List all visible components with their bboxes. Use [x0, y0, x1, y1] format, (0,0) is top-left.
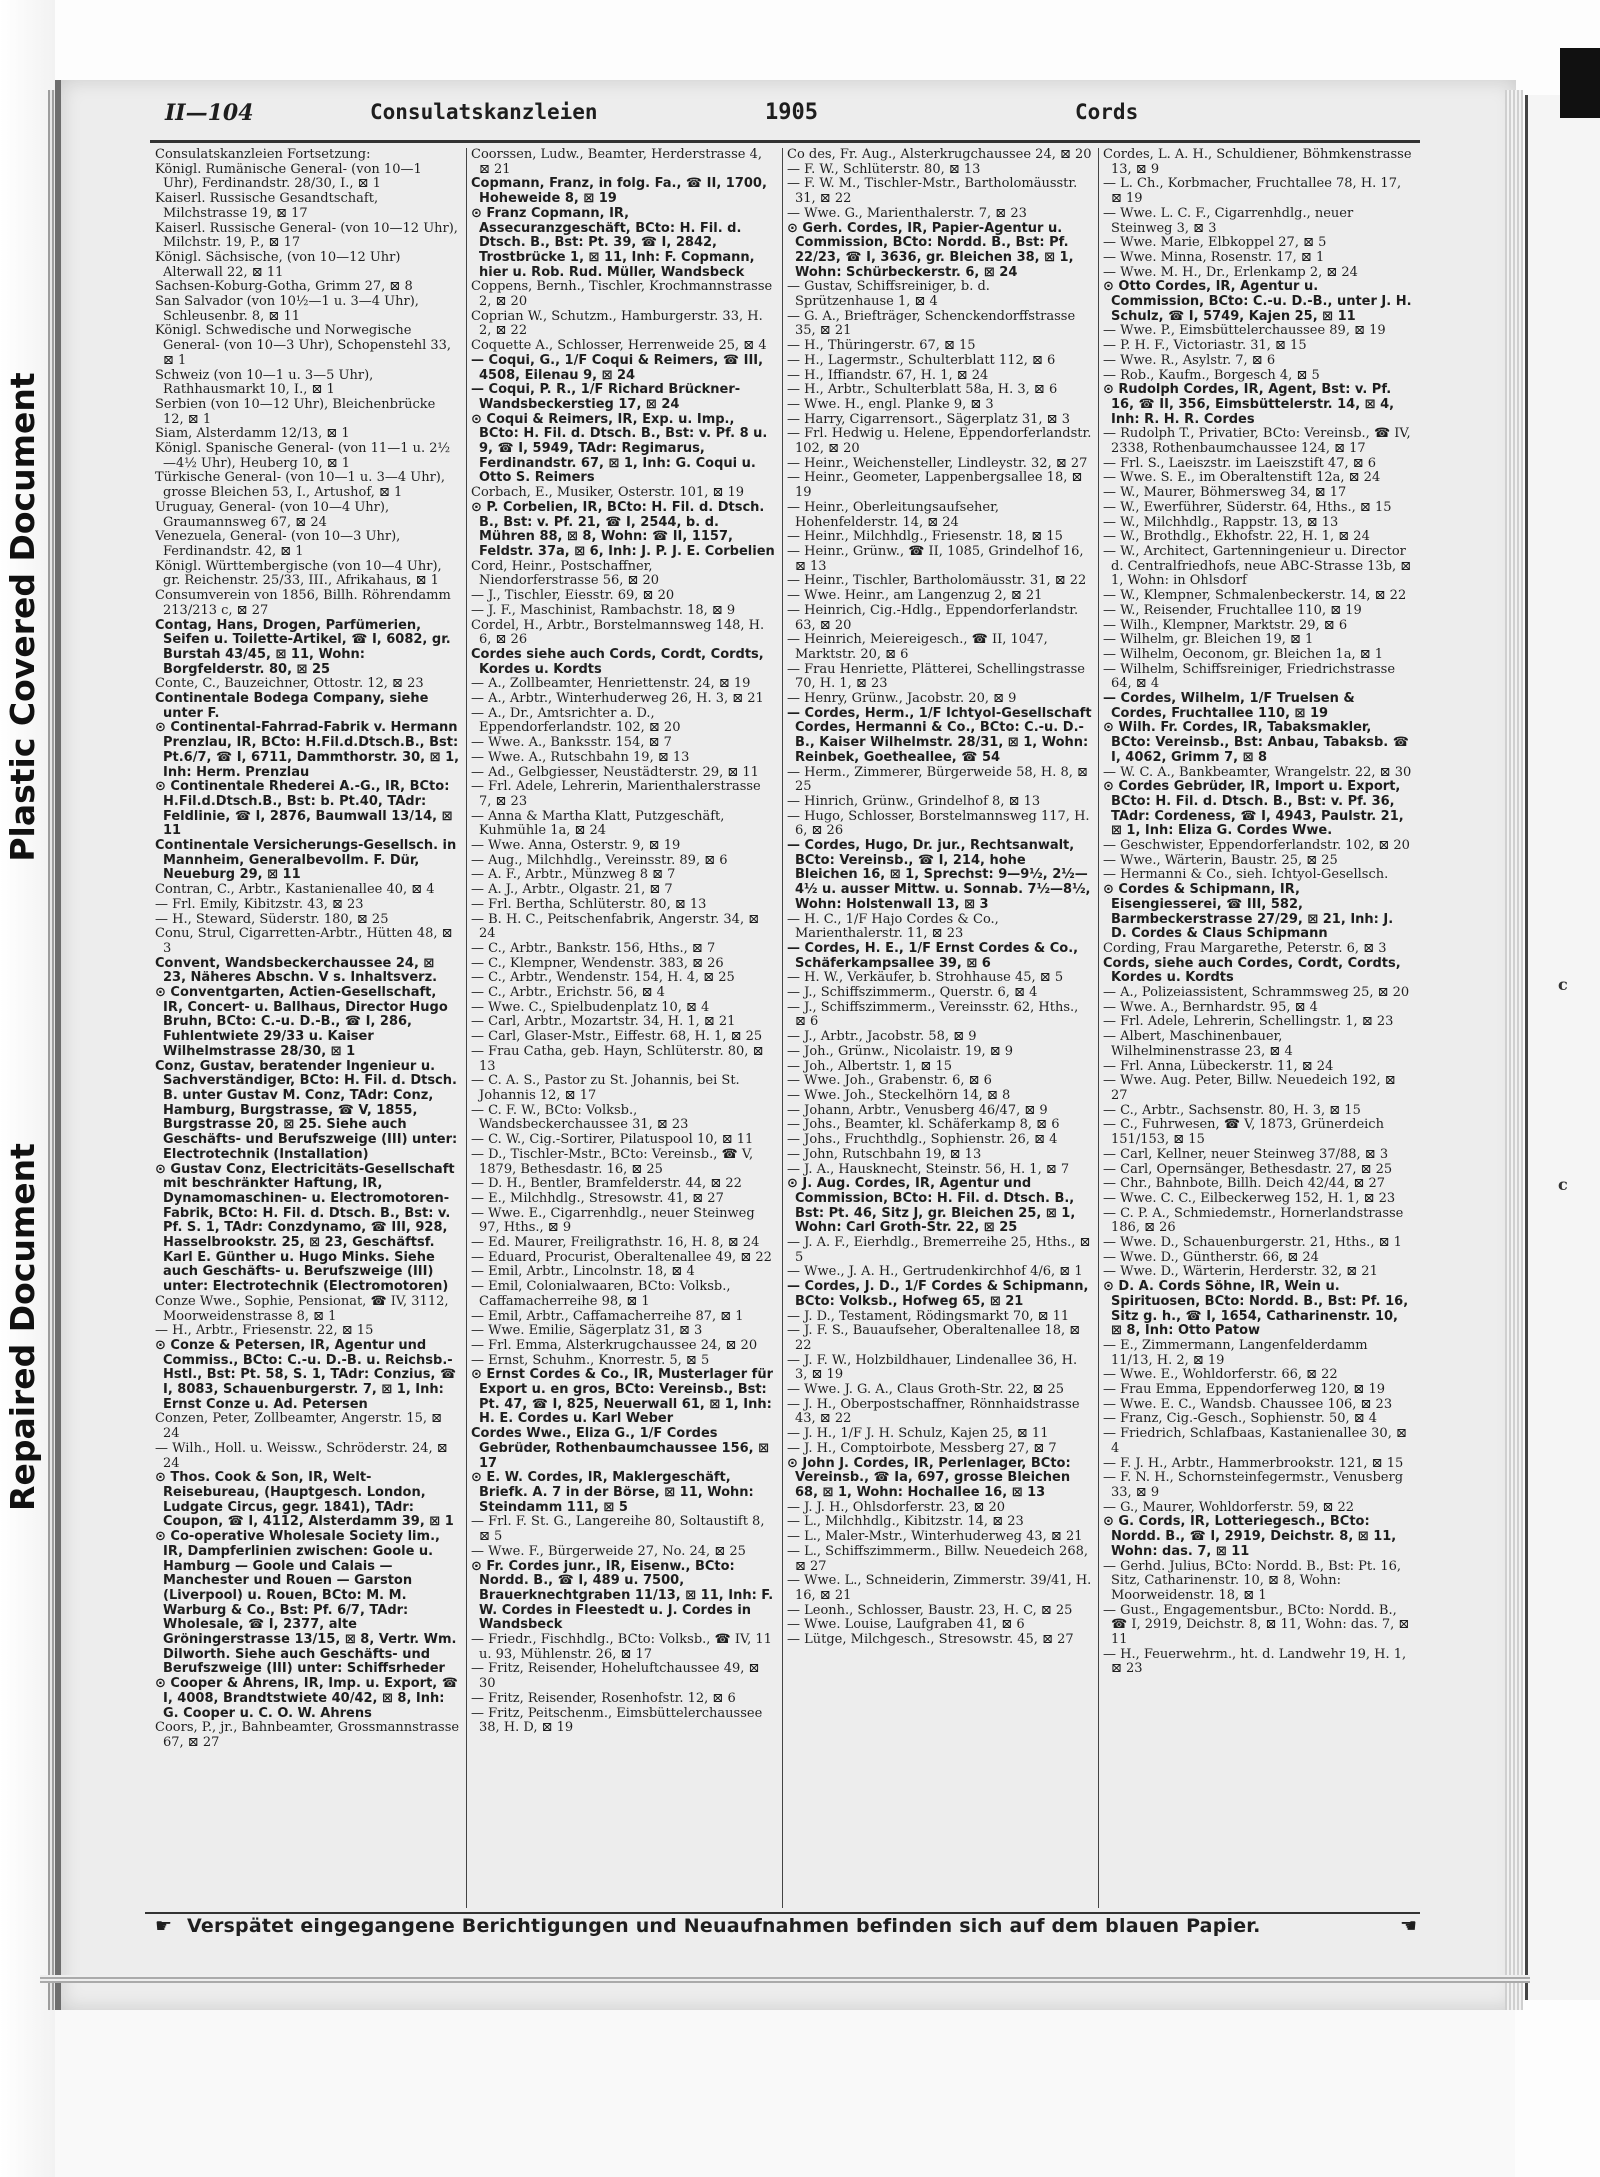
next-page-sliver: [1525, 95, 1600, 2000]
directory-entry: — Gerhd. Julius, BCto: Nordd. B., Bst: Pt. 16, Sitz, Catharinenstr. 10, ⊠ 8, Wohn: Moorweidenstr. 18, ⊠ 1: [1103, 1558, 1402, 1603]
directory-entry: — Johann, Arbtr., Venusberg 46/47, ⊠ 9: [787, 1102, 1048, 1118]
directory-entry: — Frl. Emma, Alsterkrugchaussee 24, ⊠ 20: [471, 1337, 758, 1353]
directory-entry: — Wwe. Louise, Laufgraben 41, ⊠ 6: [787, 1617, 1025, 1633]
directory-entry: ⊙ Continentale Rhederei A.-G., IR, BCto: H.Fil.d.Dtsch.B., Bst: b. Pt.40, TAdr: Feldlinie, ☎ I, 2876, Baumwall 13/14, ⊠ 11: [155, 779, 453, 839]
directory-entry: ⊙ Coqui & Reimers, IR, Exp. u. Imp., BCto: H. Fil. d. Dtsch. B., Bst: v. Pf. 8 u. 9, ☎ I, 5949, TAdr: Regimarus, Ferdinandstr. 67, ⊠ 1, Inh: G. Coqui u. Otto S. Reimers: [471, 411, 768, 486]
column-1: [155, 148, 460, 1908]
directory-entry: — C., Klempner, Wendenstr. 383, ⊠ 26: [471, 955, 724, 971]
directory-entry: — A., Zollbeamter, Henriettenstr. 24, ⊠ 19: [471, 676, 751, 692]
directory-entry: — H., Steward, Süderstr. 180, ⊠ 25: [155, 911, 389, 927]
directory-entry: ⊙ Thos. Cook & Son, IR, Welt-Reisebureau, (Hauptgesch. London, Ludgate Circus, gegr. 1841), TAdr: Coupon, ☎ I, 4112, Alsterdamm 39, ⊠ 1: [155, 1470, 454, 1530]
directory-entry: — F. J. H., Arbtr., Hammerbrookstr. 121, ⊠ 15: [1103, 1455, 1404, 1471]
right-page-edges: [1505, 90, 1523, 2010]
directory-entry: — H., Iffiandstr. 67, H. 1, ⊠ 24: [787, 367, 989, 383]
repaired-document-label: Repaired Document: [3, 1143, 42, 1511]
directory-entry: — A. F., Arbtr., Münzweg 8 ⊠ 7: [471, 867, 676, 883]
directory-entry: — Frl. Bertha, Schlüterstr. 80, ⊠ 13: [471, 896, 707, 912]
directory-entry: — Wwe., Wärterin, Baustr. 25, ⊠ 25: [1103, 852, 1338, 868]
directory-entry: — J. D., Testament, Rödingsmarkt 70, ⊠ 11: [787, 1308, 1070, 1324]
directory-entry: — D., Tischler-Mstr., BCto: Vereinsb., ☎ V, 1879, Bethesdastr. 16, ⊠ 25: [471, 1146, 754, 1177]
directory-entry: — Lütge, Milchgesch., Stresowstr. 45, ⊠ 27: [787, 1632, 1074, 1648]
directory-entry: — Fritz, Reisender, Hoheluftchaussee 49, ⊠ 30: [471, 1661, 760, 1692]
directory-entry: Coppens, Bernh., Tischler, Krochmannstrasse 2, ⊠ 20: [471, 279, 773, 310]
directory-entry: — Heinr., Grünw., ☎ II, 1085, Grindelhof 16, ⊠ 13: [787, 543, 1084, 574]
directory-entry: — J. J. H., Ohlsdorferstr. 23, ⊠ 20: [787, 1499, 1006, 1515]
footer-text: Verspätet eingegangene Berichtigungen und Neuaufnahmen befinden sich auf dem blauen Papier.: [187, 1915, 1261, 1937]
directory-entry: — Frau Henriette, Plätterei, Schellingstrasse 70, H. 1, ⊠ 23: [787, 661, 1085, 692]
directory-entry: — Wwe. Joh., Steckelhörn 14, ⊠ 8: [787, 1088, 1011, 1103]
directory-entry: — J., Schiffszimmerm., Querstr. 6, ⊠ 4: [787, 985, 1038, 1001]
directory-entry: — Hugo, Schlosser, Borstelmannsweg 117, H. 6, ⊠ 26: [787, 808, 1090, 839]
directory-entry: — Wwe. E. C., Wandsb. Chaussee 106, ⊠ 23: [1103, 1396, 1393, 1412]
directory-entry: — Wwe. L., Schneiderin, Zimmerstr. 39/41, H. 16, ⊠ 21: [787, 1573, 1092, 1603]
directory-entry: — J., Tischler, Eiesstr. 69, ⊠ 20: [471, 588, 675, 604]
directory-entry: — Eduard, Procurist, Oberaltenallee 49, ⊠ 22: [471, 1249, 772, 1265]
directory-entry: — Cordes, H. E., 1/F Ernst Cordes & Co., Schäferkampsallee 39, ⊠ 6: [787, 940, 1079, 971]
year: 1905: [765, 100, 818, 125]
directory-columns: [155, 148, 1423, 1908]
directory-entry: — L., Maler-Mstr., Winterhuderweg 43, ⊠ 21: [787, 1529, 1083, 1545]
directory-entry: — Wilh., Klempner, Marktstr. 29, ⊠ 6: [1103, 617, 1348, 633]
directory-entry: — Wwe. Minna, Rosenstr. 17, ⊠ 1: [1103, 249, 1325, 265]
header-rule: [150, 140, 1420, 143]
directory-entry: — L. Ch., Korbmacher, Fruchtallee 78, H. 17, ⊠ 19: [1103, 176, 1402, 207]
directory-entry: — Wilh., Holl. u. Weissw., Schröderstr. 24, ⊠ 24: [155, 1440, 448, 1471]
directory-entry: — L., Milchhdlg., Kibitzstr. 14, ⊠ 23: [787, 1514, 1024, 1530]
directory-entry: — J. A. F., Eierhdlg., Bremerreihe 25, Hths., ⊠ 5: [787, 1235, 1091, 1265]
directory-entry: Königl. Württembergische (von 10—4 Uhr), gr. Reichenstr. 25/33, III., Afrikahaus, ⊠ 1: [155, 558, 442, 589]
directory-entry: — Wwe. L. C. F., Cigarrenhdlg., neuer Steinweg 3, ⊠ 3: [1103, 205, 1354, 236]
directory-entry: — Herm., Zimmerer, Bürgerweide 58, H. 8, ⊠ 25: [787, 764, 1088, 795]
directory-entry: — F. N. H., Schornsteinfegermstr., Venusberg 33, ⊠ 9: [1103, 1470, 1404, 1500]
directory-entry: — H., Lagermstr., Schulterblatt 112, ⊠ 6: [787, 352, 1056, 368]
directory-entry: — H., Thüringerstr. 67, ⊠ 15: [787, 338, 976, 354]
directory-entry: — L., Schiffszimmerm., Billw. Neuedeich 268, ⊠ 27: [787, 1543, 1088, 1574]
directory-entry: — Frl. Hedwig u. Helene, Eppendorferlandstr. 102, ⊠ 20: [787, 426, 1092, 457]
directory-entry: — Frl. Emily, Kibitzstr. 43, ⊠ 23: [155, 896, 364, 912]
directory-entry: Conu, Strul, Cigarretten-Arbtr., Hütten 48, ⊠ 3: [155, 926, 453, 956]
directory-entry: — C., Fuhrwesen, ☎ V, 1873, Grünerdeich 151/153, ⊠ 15: [1103, 1117, 1384, 1148]
directory-entry: Cordes, L. A. H., Schuldiener, Böhmkenstrasse 13, ⊠ 9: [1103, 148, 1412, 177]
bottom-page-edges: [40, 1975, 1530, 1983]
directory-entry: — W., Ewerführer, Süderstr. 64, Hths., ⊠ 15: [1103, 499, 1392, 515]
directory-entry: — Wilhelm, gr. Bleichen 19, ⊠ 1: [1103, 632, 1314, 648]
directory-entry: Consulatskanzleien Fortsetzung:: [155, 148, 371, 162]
directory-entry: — F. W., Schlüterstr. 80, ⊠ 13: [787, 161, 981, 177]
section-title: Consulatskanzleien: [370, 100, 598, 124]
directory-entry: — Gustav, Schiffsreiniger, b. d. Sprützenhause 1, ⊠ 4: [787, 279, 990, 310]
directory-entry: Königl. Schwedische und Norwegische General- (von 10—3 Uhr), Schopenstehl 33, ⊠ 1: [155, 323, 452, 368]
directory-entry: Königl. Sächsische, (von 10—12 Uhr) Alterwall 22, ⊠ 11: [155, 249, 401, 280]
directory-entry: — A., Dr., Amtsrichter a. D., Eppendorferlandstr. 102, ⊠ 20: [471, 705, 681, 736]
directory-entry: — Johs., Fruchthdlg., Sophienstr. 26, ⊠ 4: [787, 1132, 1058, 1148]
directory-entry: — Wwe. R., Asylstr. 7, ⊠ 6: [1103, 352, 1276, 368]
directory-entry: — H., Arbtr., Schulterblatt 58a, H. 3, ⊠ 6: [787, 382, 1058, 398]
directory-entry: Coorssen, Ludw., Beamter, Herderstrasse 4, ⊠ 21: [471, 148, 762, 177]
column-4: [1103, 148, 1413, 1908]
directory-entry: — Aug., Milchhdlg., Vereinsstr. 89, ⊠ 6: [471, 852, 728, 868]
directory-entry: — Wilhelm, Schiffsreiniger, Friedrichstrasse 64, ⊠ 4: [1103, 661, 1396, 692]
keyword: Cords: [1075, 100, 1139, 124]
directory-entry: Sachsen-Koburg-Gotha, Grimm 27, ⊠ 8: [155, 279, 413, 295]
directory-entry: — Wwe. D., Güntherstr. 66, ⊠ 24: [1103, 1249, 1319, 1265]
directory-entry: Siam, Alsterdamm 12/13, ⊠ 1: [155, 426, 350, 442]
directory-entry: — Frl. S., Laeiszstr. im Laeiszstift 47, ⊠ 6: [1103, 455, 1377, 471]
directory-entry: ⊙ E. W. Cordes, IR, Maklergeschäft, Briefk. A. 7 in der Börse, ⊠ 11, Wohn: Steindamm 111, ⊠ 5: [471, 1470, 754, 1515]
directory-entry: — Carl, Arbtr., Mozartstr. 34, H. 1, ⊠ 21: [471, 1014, 736, 1030]
directory-entry: ⊙ D. A. Cords Söhne, IR, Wein u. Spirituosen, BCto: Nordd. B., Bst: Pf. 16, Sitz g. h., ☎ I, 1654, Catharinenstr. 10, ⊠ 8, Inh: Otto Patow: [1103, 1279, 1409, 1339]
directory-entry: — Wwe. Emilie, Sägerplatz 31, ⊠ 3: [471, 1323, 703, 1339]
directory-entry: — W., Reisender, Fruchtallee 110, ⊠ 19: [1103, 602, 1362, 618]
directory-entry: Türkische General- (von 10—1 u. 3—4 Uhr), grosse Bleichen 53, I., Artushof, ⊠ 1: [155, 470, 445, 501]
directory-entry: — Wwe. C., Spielbudenplatz 10, ⊠ 4: [471, 999, 710, 1015]
directory-entry: ⊙ Cooper & Ahrens, IR, Imp. u. Export, ☎ I, 4008, Brandtstwiete 40/42, ⊠ 8, Inh: G. Cooper u. C. O. W. Ahrens: [155, 1676, 458, 1721]
directory-entry: — Wwe. E., Cigarrenhdlg., neuer Steinweg 97, Hths., ⊠ 9: [471, 1205, 755, 1236]
next-page-fragment: c: [1558, 975, 1568, 994]
directory-entry: ⊙ Franz Copmann, IR, Assecuranzgeschäft, BCto: H. Fil. d. Dtsch. B., Bst: Pt. 39, ☎ I, 2842, Trostbrücke 1, ⊠ 11, Inh: F. Copmann, hier u. Rob. Rud. Müller, Wandsbeck: [471, 205, 755, 280]
directory-entry: — Coqui, P. R., 1/F Richard Brückner-Wandsbeckerstieg 17, ⊠ 24: [471, 382, 741, 412]
directory-entry: — G. A., Briefträger, Schenckendorffstrasse 35, ⊠ 21: [787, 308, 1076, 339]
directory-entry: — W., Architect, Gartenningenieur u. Director d. Centralfriedhofs, neue ABC-Strasse 13b, ⊠ 1, Wohn: in Ohlsdorf: [1103, 543, 1412, 589]
directory-entry: — E., Milchhdlg., Stresowstr. 41, ⊠ 27: [471, 1190, 724, 1206]
directory-entry: — Wwe. Heinr., am Langenzug 2, ⊠ 21: [787, 588, 1043, 604]
directory-entry: — Fritz, Peitschenm., Eimsbüttelerchaussee 38, H. D, ⊠ 19: [471, 1705, 763, 1736]
directory-entry: — W., Milchhdlg., Rappstr. 13, ⊠ 13: [1103, 514, 1339, 530]
directory-entry: Cordes siehe auch Cords, Cordt, Cordts, Kordes u. Kordts: [471, 646, 764, 677]
directory-entry: Continentale Versicherungs-Gesellsch. in Mannheim, Generalbevollm. F. Dür, Neueburg 29, ⊠ 11: [155, 838, 457, 883]
directory-entry: — Henry, Grünw., Jacobstr. 20, ⊠ 9: [787, 691, 1017, 707]
directory-entry: Königl. Spanische General- (von 11—1 u. 2½—4½ Uhr), Heuberg 10, ⊠ 1: [155, 441, 451, 471]
column-2: [471, 148, 776, 1908]
directory-entry: — H., Arbtr., Friesenstr. 22, ⊠ 15: [155, 1323, 374, 1339]
directory-entry: — Joh., Grünw., Nicolaistr. 19, ⊠ 9: [787, 1043, 1014, 1059]
directory-entry: — J., Arbtr., Jacobstr. 58, ⊠ 9: [787, 1029, 977, 1045]
directory-entry: — C., Arbtr., Wendenstr. 154, H. 4, ⊠ 25: [471, 970, 735, 986]
directory-entry: — J. H., Oberpostschaffner, Rönnhaidstrasse 43, ⊠ 22: [787, 1396, 1080, 1427]
directory-entry: ⊙ Continental-Fahrrad-Fabrik v. Hermann Prenzlau, IR, BCto: H.Fil.d.Dtsch.B., Bst: Pt.6/7, ☎ I, 6711, Dammthorstr. 30, ⊠ 1, Inh: Herm. Prenzlau: [155, 720, 460, 780]
directory-entry: — C. F. W., BCto: Volksb., Wandsbeckerchaussee 31, ⊠ 23: [471, 1102, 689, 1133]
directory-entry: — Wwe. Marie, Elbkoppel 27, ⊠ 5: [1103, 235, 1327, 251]
directory-entry: ⊙ Ernst Cordes & Co., IR, Musterlager für Export u. en gros, BCto: Vereinsb., Bst: Pt. 47, ☎ I, 825, Neuerwall 61, ⊠ 1, Inh: H. E. Cordes u. Karl Weber: [471, 1367, 773, 1427]
directory-entry: Coprian W., Schutzm., Hamburgerstr. 33, H. 2, ⊠ 22: [471, 308, 763, 339]
directory-entry: — Friedr., Fischhdlg., BCto: Volksb., ☎ IV, 11 u. 93, Mühlenstr. 26, ⊠ 17: [471, 1632, 772, 1662]
directory-entry: Königl. Rumänische General- (von 10—1 Uhr), Ferdinandstr. 28/30, I., ⊠ 1: [155, 161, 422, 192]
page-number: II—104: [165, 100, 254, 126]
directory-entry: — Heinr., Weichensteller, Lindleystr. 32, ⊠ 27: [787, 455, 1088, 471]
side-label-strip: [0, 200, 48, 1511]
directory-entry: ⊙ Cordes & Schipmann, IR, Eisengiesserei, ☎ III, 582, Barmbeckerstrasse 27/29, ⊠ 21, Inh: J. D. Cordes & Claus Schipmann: [1103, 882, 1394, 942]
footer-rule: [145, 1912, 1420, 1914]
directory-entry: — Wwe. Anna, Osterstr. 9, ⊠ 19: [471, 838, 681, 854]
directory-entry: — Ernst, Schuhm., Knorrestr. 5, ⊠ 5: [471, 1352, 710, 1368]
directory-entry: — Cordes, Hugo, Dr. jur., Rechtsanwalt, BCto: Vereinsb., ☎ I, 214, hohe Bleichen 16, ⊠ 1, Sprechst: 9—9½, 2½—4½ u. ausser Mittw. u. Sonnab. 7½—8½, Wohn: Holstenwall 13, ⊠ 3: [787, 838, 1091, 912]
directory-entry: — Carl, Kellner, neuer Steinweg 37/88, ⊠ 3: [1103, 1146, 1389, 1162]
directory-entry: Cording, Frau Margarethe, Peterstr. 6, ⊠ 3: [1103, 940, 1387, 956]
directory-entry: — Frl. Adele, Lehrerin, Schellingstr. 1, ⊠ 23: [1103, 1014, 1394, 1030]
directory-entry: — Wwe. D., Schauenburgerstr. 21, Hths., ⊠ 1: [1103, 1235, 1402, 1251]
directory-entry: — Wwe. E., Wohldorferstr. 66, ⊠ 22: [1103, 1367, 1338, 1383]
directory-entry: — J. F. W., Holzbildhauer, Lindenallee 36, H. 3, ⊠ 19: [787, 1352, 1078, 1383]
directory-entry: — H. W., Verkäufer, b. Strohhause 45, ⊠ 5: [787, 970, 1064, 986]
directory-entry: ⊙ Cordes Gebrüder, IR, Import u. Export, BCto: H. Fil. d. Dtsch. B., Bst: v. Pf. 36, TAdr: Cordeness, ☎ I, 4943, Paulstr. 21, ⊠ 1, Inh: Eliza G. Cordes Wwe.: [1103, 779, 1404, 839]
directory-entry: ⊙ Gerh. Cordes, IR, Papier-Agentur u. Commission, BCto: Nordd. B., Bst: Pf. 22/23, ☎ I, 3636, gr. Bleichen 38, ⊠ 1, Wohn: Schürbeckerstr. 6, ⊠ 24: [787, 220, 1074, 280]
directory-entry: ⊙ P. Corbelien, IR, BCto: H. Fil. d. Dtsch. B., Bst: v. Pf. 21, ☎ I, 2544, b. d. Mühren 88, ⊠ 8, Wohn: ☎ II, 1157, Feldstr. 37a, ⊠ 6, Inh: J. P. J. E. Corbelien: [471, 499, 775, 559]
directory-entry: — B. H. C., Peitschenfabrik, Angerstr. 34, ⊠ 24: [471, 911, 760, 942]
directory-entry: ⊙ John J. Cordes, IR, Perlenlager, BCto: Vereinsb., ☎ Ia, 697, grosse Bleichen 68, ⊠ 1, Wohn: Hochallee 16, ⊠ 13: [787, 1455, 1071, 1500]
directory-entry: — Frl. Adele, Lehrerin, Marienthalerstrasse 7, ⊠ 23: [471, 779, 761, 809]
directory-entry: — D. H., Bentler, Bramfelderstr. 44, ⊠ 22: [471, 1176, 742, 1192]
directory-entry: Conzen, Peter, Zollbeamter, Angerstr. 15, ⊠ 24: [155, 1411, 443, 1442]
directory-entry: — C., Arbtr., Erichstr. 56, ⊠ 4: [471, 985, 665, 1001]
directory-entry: ⊙ Conze & Petersen, IR, Agentur und Commiss., BCto: C.-u. D.-B. u. Reichsb.-Hstl., Bst: Pt. 58, S. 1, TAdr: Conzius, ☎ I, 8083, Schauenburgerstr. 7, ⊠ 1, Inh: Ernst Conze u. Ad. Petersen: [155, 1337, 457, 1412]
directory-entry: Coquette A., Schlosser, Herrenweide 25, ⊠ 4: [471, 338, 767, 354]
directory-entry: Cordel, H., Arbtr., Borstelmannsweg 148, H. 6, ⊠ 26: [471, 617, 765, 648]
directory-entry: — E., Zimmermann, Langenfelderdamm 11/13, H. 2, ⊠ 19: [1103, 1337, 1368, 1368]
directory-entry: — Emil, Arbtr., Caffamacherreihe 87, ⊠ 1: [471, 1308, 744, 1324]
directory-entry: — J. A., Hausknecht, Steinstr. 56, H. 1, ⊠ 7: [787, 1161, 1070, 1177]
directory-entry: — W. C. A., Bankbeamter, Wrangelstr. 22, ⊠ 30: [1103, 764, 1412, 780]
footer-note: [155, 1915, 1418, 1943]
directory-entry: Kaiserl. Russische Gesandtschaft, Milchstrasse 19, ⊠ 17: [155, 191, 379, 221]
directory-entry: Uruguay, General- (von 10—4 Uhr), Graumannsweg 67, ⊠ 24: [155, 499, 390, 530]
directory-entry: Contag, Hans, Drogen, Parfümerien, Seifen u. Toilette-Artikel, ☎ I, 6082, gr. Burstah 43/45, ⊠ 11, Wohn: Borgfelderstr. 80, ⊠ 25: [155, 617, 451, 677]
directory-entry: — A. J., Arbtr., Olgastr. 21, ⊠ 7: [471, 882, 673, 898]
directory-entry: — A., Arbtr., Winterhuderweg 26, H. 3, ⊠ 21: [471, 691, 764, 707]
directory-entry: ⊙ Wilh. Fr. Cordes, IR, Tabaksmakler, BCto: Vereinsb., Bst: Anbau, Tabaksb. ☎ I, 4062, Grimm 7, ⊠ 8: [1103, 720, 1409, 765]
directory-entry: Coors, P., jr., Bahnbeamter, Grossmannstrasse 67, ⊠ 27: [155, 1720, 460, 1750]
directory-entry: — Geschwister, Eppendorferlandstr. 102, ⊠ 20: [1103, 838, 1410, 854]
directory-entry: Schweiz (von 10—1 u. 3—5 Uhr), Rathhausmarkt 10, I., ⊠ 1: [155, 367, 374, 398]
directory-entry: — Heinr., Oberleitungsaufseher, Hohenfelderstr. 14, ⊠ 24: [787, 499, 1000, 530]
directory-entry: — Wilhelm, Oeconom, gr. Bleichen 1a, ⊠ 1: [1103, 646, 1384, 662]
directory-entry: — C. P. A., Schmiedemstr., Hornerlandstrasse 186, ⊠ 26: [1103, 1205, 1404, 1236]
directory-entry: ⊙ Conventgarten, Actien-Gesellschaft, IR, Concert- u. Ballhaus, Director Hugo Bruhn, BCto: C.-u. D.-B., ☎ I, 286, Fuhlentwiete 29/33 u. Kaiser Wilhelmstrasse 28/30, ⊠ 1: [155, 985, 448, 1059]
directory-entry: — Emil, Arbtr., Lincolnstr. 18, ⊠ 4: [471, 1264, 695, 1280]
directory-entry: San Salvador (von 10½—1 u. 3—4 Uhr), Schleusenbr. 8, ⊠ 11: [155, 294, 419, 324]
directory-entry: — Wwe. F., Bürgerweide 27, No. 24, ⊠ 25: [471, 1543, 746, 1559]
directory-entry: Serbien (von 10—12 Uhr), Bleichenbrücke 12, ⊠ 1: [155, 396, 436, 427]
directory-entry: Conze Wwe., Sophie, Pensionat, ☎ IV, 3112, Moorweidenstrasse 8, ⊠ 1: [155, 1293, 449, 1324]
column-3: [787, 148, 1092, 1908]
directory-entry: — Cordes, Herm., 1/F Ichtyol-Gesellschaft Cordes, Hermanni & Co., BCto: C.-u. D.-B., Kaiser Wilhelmstr. 28/31, ⊠ 1, Wohn: Reinbek, Goetheallee, ☎ 54: [787, 705, 1092, 765]
page-header: [165, 100, 1425, 130]
directory-entry: — Carl, Glaser-Mstr., Eiffestr. 68, H. 1, ⊠ 25: [471, 1029, 763, 1045]
directory-entry: — H., Feuerwehrm., ht. d. Landwehr 19, H. 1, ⊠ 23: [1103, 1646, 1407, 1677]
directory-entry: — Heinrich, Cig.-Hdlg., Eppendorferlandstr. 63, ⊠ 20: [787, 602, 1079, 633]
directory-entry: — J. F. S., Bauaufseher, Oberaltenallee 18, ⊠ 22: [787, 1323, 1081, 1353]
directory-entry: — H. C., 1/F Hajo Cordes & Co., Marienthalerstr. 11, ⊠ 23: [787, 911, 999, 942]
directory-entry: Corbach, E., Musiker, Osterstr. 101, ⊠ 19: [471, 485, 745, 501]
directory-entry: — Wwe. H., engl. Planke 9, ⊠ 3: [787, 396, 994, 412]
directory-entry: — Wwe. A., Rutschbahn 19, ⊠ 13: [471, 749, 690, 765]
directory-entry: Kaiserl. Russische General- (von 10—12 Uhr), Milchstr. 19, P., ⊠ 17: [155, 220, 458, 251]
directory-entry: — Wwe. Joh., Grabenstr. 6, ⊠ 6: [787, 1073, 992, 1089]
directory-entry: — Wwe., J. A. H., Gertrudenkirchhof 4/6, ⊠ 1: [787, 1264, 1083, 1280]
directory-entry: Continentale Bodega Company, siehe unter F.: [155, 691, 429, 721]
directory-entry: — Wwe. M. H., Dr., Erlenkamp 2, ⊠ 24: [1103, 264, 1358, 280]
directory-entry: — Cordes, J. D., 1/F Cordes & Schipmann, BCto: Volksb., Hofweg 65, ⊠ 21: [787, 1279, 1089, 1309]
directory-entry: Co des, Fr. Aug., Alsterkrugchaussee 24, ⊠ 20: [787, 148, 1092, 162]
directory-entry: — Frau Emma, Eppendorferweg 120, ⊠ 19: [1103, 1382, 1385, 1398]
directory-entry: — J. H., Comptoirbote, Messberg 27, ⊠ 7: [787, 1440, 1057, 1456]
directory-entry: — C., Arbtr., Bankstr. 156, Hths., ⊠ 7: [471, 940, 716, 956]
directory-entry: — G., Maurer, Wohldorferstr. 59, ⊠ 22: [1103, 1499, 1355, 1515]
directory-entry: — Harry, Cigarrensort., Sägerplatz 31, ⊠ 3: [787, 411, 1070, 427]
directory-entry: — Wwe. D., Wärterin, Herderstr. 32, ⊠ 21: [1103, 1264, 1378, 1280]
pointing-hand-icon: ☚: [1400, 1915, 1418, 1937]
directory-entry: Cords, siehe auch Cordes, Cordt, Cordts, Kordes u. Kordts: [1103, 955, 1401, 986]
black-corner: [1560, 48, 1600, 118]
directory-entry: — Albert, Maschinenbauer, Wilhelminenstrasse 23, ⊠ 4: [1103, 1029, 1293, 1059]
directory-entry: — Fritz, Reisender, Rosenhofstr. 12, ⊠ 6: [471, 1690, 736, 1706]
directory-entry: — John, Rutschbahn 19, ⊠ 13: [787, 1146, 982, 1162]
directory-entry: — Anna & Martha Klatt, Putzgeschäft, Kuhmühle 1a, ⊠ 24: [471, 808, 725, 839]
directory-entry: — Gust., Engagementsbur., BCto: Nordd. B., ☎ I, 2919, Deichstr. 8, ⊠ 11, Wohn: das. 7, ⊠ 11: [1103, 1602, 1410, 1648]
directory-entry: Venezuela, General- (von 10—3 Uhr), Ferdinandstr. 42, ⊠ 1: [155, 529, 401, 559]
directory-entry: — Hinrich, Grünw., Grindelhof 8, ⊠ 13: [787, 793, 1041, 809]
directory-entry: — Wwe. Aug. Peter, Billw. Neuedeich 192, ⊠ 27: [1103, 1073, 1396, 1103]
directory-entry: Cordes Wwe., Eliza G., 1/F Cordes Gebrüder, Rothenbaumchaussee 156, ⊠ 17: [471, 1426, 770, 1471]
directory-entry: — Rudolph T., Privatier, BCto: Vereinsb., ☎ IV, 2338, Rothenbaumchaussee 124, ⊠ 17: [1103, 426, 1411, 457]
directory-entry: — Wwe. C. C., Eilbeckerweg 152, H. 1, ⊠ 23: [1103, 1190, 1396, 1206]
directory-entry: — W., Klempner, Schmalenbeckerstr. 14, ⊠ 22: [1103, 588, 1407, 604]
directory-entry: — Wwe. S. E., im Oberaltenstift 12a, ⊠ 24: [1103, 470, 1381, 486]
directory-entry: — Wwe. P., Eimsbüttelerchaussee 89, ⊠ 19: [1103, 323, 1386, 339]
directory-entry: Conz, Gustav, beratender Ingenieur u. Sachverständiger, BCto: H. Fil. d. Dtsch. B. unter Gustav M. Conz, TAdr: Conz, Hamburg, Burgstrasse, ☎ V, 1855, Burgstrasse 20, ⊠ 25. Siehe auch Geschäfts- und Berufszweige (III) unter: Electrotechnik (Installation): [155, 1058, 458, 1162]
pointing-hand-icon: ☛: [155, 1915, 173, 1937]
directory-entry: ⊙ Otto Cordes, IR, Agentur u. Commission, BCto: C.-u. D.-B., unter J. H. Schulz, ☎ I, 5749, Kajen 25, ⊠ 11: [1103, 279, 1412, 324]
directory-entry: ⊙ Fr. Cordes junr., IR, Eisenw., BCto: Nordd. B., ☎ I, 489 u. 7500, Brauerknechtgraben 11/13, ⊠ 11, Inh: F. W. Cordes in Fleestedt u. J. Cordes in Wandsbeck: [471, 1558, 774, 1633]
directory-entry: — J. H., 1/F J. H. Schulz, Kajen 25, ⊠ 11: [787, 1426, 1049, 1442]
directory-entry: Copmann, Franz, in folg. Fa., ☎ II, 1700, Hoheweide 8, ⊠ 19: [471, 176, 767, 207]
directory-entry: ⊙ J. Aug. Cordes, IR, Agentur und Commission, BCto: H. Fil. d. Dtsch. B., Bst: Pt. 46, Sitz J, gr. Bleichen 25, ⊠ 1, Wohn: Carl Groth-Str. 22, ⊠ 25: [787, 1176, 1076, 1236]
directory-entry: — Heinrich, Meiereigesch., ☎ II, 1047, Marktstr. 20, ⊠ 6: [787, 632, 1048, 662]
directory-entry: — J. F., Maschinist, Rambachstr. 18, ⊠ 9: [471, 602, 736, 618]
directory-entry: — Hermanni & Co., sieh. Ichtyol-Gesellsch.: [1103, 867, 1389, 883]
directory-entry: — Friedrich, Schlafbaas, Kastanienallee 30, ⊠ 4: [1103, 1426, 1407, 1456]
directory-entry: — Carl, Opernsänger, Bethesdastr. 27, ⊠ 25: [1103, 1161, 1393, 1177]
directory-entry: — Wwe. A., Bernhardstr. 95, ⊠ 4: [1103, 999, 1318, 1015]
directory-entry: — Frl. Anna, Lübeckerstr. 11, ⊠ 24: [1103, 1058, 1334, 1074]
directory-entry: — Johs., Beamter, kl. Schäferkamp 8, ⊠ 6: [787, 1117, 1060, 1133]
directory-entry: — W., Maurer, Böhmersweg 34, ⊠ 17: [1103, 485, 1347, 501]
directory-entry: Consumverein von 1856, Billh. Röhrendamm 213/213 c, ⊠ 27: [155, 588, 451, 618]
directory-entry: — Frl. F. St. G., Langereihe 80, Soltaustift 8, ⊠ 5: [471, 1514, 765, 1545]
directory-entry: — Wwe. J. G. A., Claus Groth-Str. 22, ⊠ 25: [787, 1382, 1065, 1398]
directory-entry: — Coqui, G., 1/F Coqui & Reimers, ☎ III, 4508, Eilenau 9, ⊠ 24: [471, 352, 764, 383]
directory-entry: — Chr., Bahnbote, Billh. Deich 42/44, ⊠ 27: [1103, 1176, 1386, 1192]
directory-entry: Conte, C., Bauzeichner, Ottostr. 12, ⊠ 23: [155, 676, 424, 692]
directory-entry: — Rob., Kaufm., Borgesch 4, ⊠ 5: [1103, 367, 1320, 383]
plastic-covered-label: Plastic Covered Document: [3, 372, 42, 862]
directory-entry: Contran, C., Arbtr., Kastanienallee 40, ⊠ 4: [155, 882, 435, 898]
directory-entry: ⊙ Co-operative Wholesale Society lim., IR, Dampferlinien zwischen: Goole u. Hamburg — Goole und Calais — Manchester und Rouen — Garston (Liverpool) u. Rouen, BCto: M. M. Warburg & Co., Bst: Pf. 6/7, TAdr: Wholesale, ☎ I, 2377, alte Gröningerstrasse 13/15, ⊠ 8, Vertr. Wm. Dilworth. Siehe auch Geschäfts- und Berufszweige (III) unter: Schiffsrheder: [155, 1529, 457, 1677]
directory-entry: — P. H. F., Victoriastr. 31, ⊠ 15: [1103, 338, 1307, 354]
next-page-fragment: c: [1558, 1175, 1568, 1194]
directory-entry: — Heinr., Geometer, Lappenbergsallee 18, ⊠ 19: [787, 470, 1083, 501]
directory-entry: — Franz, Cig.-Gesch., Sophienstr. 50, ⊠ 4: [1103, 1411, 1378, 1427]
directory-entry: — Joh., Albertstr. 1, ⊠ 15: [787, 1058, 952, 1074]
directory-entry: — Wwe. A., Banksstr. 154, ⊠ 7: [471, 735, 672, 751]
directory-entry: — Heinr., Tischler, Bartholomäusstr. 31, ⊠ 22: [787, 573, 1087, 589]
directory-entry: — A., Polizeiassistent, Schrammsweg 25, ⊠ 20: [1103, 985, 1410, 1001]
directory-entry: — C., Arbtr., Sachsenstr. 80, H. 3, ⊠ 15: [1103, 1102, 1361, 1118]
directory-entry: — C. A. S., Pastor zu St. Johannis, bei St. Johannis 12, ⊠ 17: [471, 1073, 740, 1103]
bottom-margin: [55, 2010, 1515, 2177]
directory-entry: — Emil, Colonialwaaren, BCto: Volksb., Caffamacherreihe 98, ⊠ 1: [471, 1279, 731, 1309]
directory-entry: ⊙ G. Cords, IR, Lotteriegesch., BCto: Nordd. B., ☎ I, 2919, Deichstr. 8, ⊠ 11, Wohn: das. 7, ⊠ 11: [1103, 1514, 1397, 1559]
directory-entry: — Heinr., Milchhdlg., Friesenstr. 18, ⊠ 15: [787, 529, 1063, 545]
directory-entry: — Frau Catha, geb. Hayn, Schlüterstr. 80, ⊠ 13: [471, 1043, 764, 1074]
directory-entry: — W., Brothdlg., Ekhofstr. 22, H. 1, ⊠ 24: [1103, 529, 1370, 545]
directory-entry: ⊙ Gustav Conz, Electricitäts-Gesellschaft mit beschränkter Haftung, IR, Dynamomaschinen- u. Electromotoren-Fabrik, BCto: H. Fil. d. Dtsch. B., Bst: v. Pf. S. 1, TAdr: Conzdynamo, ☎ III, 928, Hasselbrookstr. 25, ⊠ 23, Geschäftsf. Karl E. Günther u. Hugo Minks. Siehe auch Geschäfts- u. Berufszweige (III) unter: Electrotechnik (Electromotoren): [155, 1161, 455, 1295]
directory-entry: — Wwe. G., Marienthalerstr. 7, ⊠ 23: [787, 205, 1027, 221]
directory-entry: — Ad., Gelbgiesser, Neustädterstr. 29, ⊠ 11: [471, 764, 759, 780]
directory-entry: — F. W. M., Tischler-Mstr., Bartholomäusstr. 31, ⊠ 22: [787, 176, 1078, 207]
directory-entry: — Cordes, Wilhelm, 1/F Truelsen & Cordes, Fruchtallee 110, ⊠ 19: [1103, 691, 1355, 721]
directory-entry: — C. W., Cig.-Sortirer, Pilatuspool 10, ⊠ 11: [471, 1132, 754, 1148]
directory-entry: — Leonh., Schlosser, Baustr. 23, H. C, ⊠ 25: [787, 1602, 1073, 1618]
directory-entry: — Ed. Maurer, Freiligrathstr. 16, H. 8, ⊠ 24: [471, 1235, 760, 1251]
directory-entry: ⊙ Rudolph Cordes, IR, Agent, Bst: v. Pf. 16, ☎ II, 356, Eimsbüttelerstr. 14, ⊠ 4, Inh: R. H. R. Cordes: [1103, 382, 1395, 427]
directory-entry: — J., Schiffszimmerm., Vereinsstr. 62, Hths., ⊠ 6: [787, 999, 1079, 1030]
directory-entry: Cord, Heinr., Postschaffner, Niendorferstrasse 56, ⊠ 20: [471, 558, 660, 589]
directory-entry: Convent, Wandsbeckerchaussee 24, ⊠ 23, Näheres Abschn. V s. Inhaltsverz.: [155, 955, 438, 986]
